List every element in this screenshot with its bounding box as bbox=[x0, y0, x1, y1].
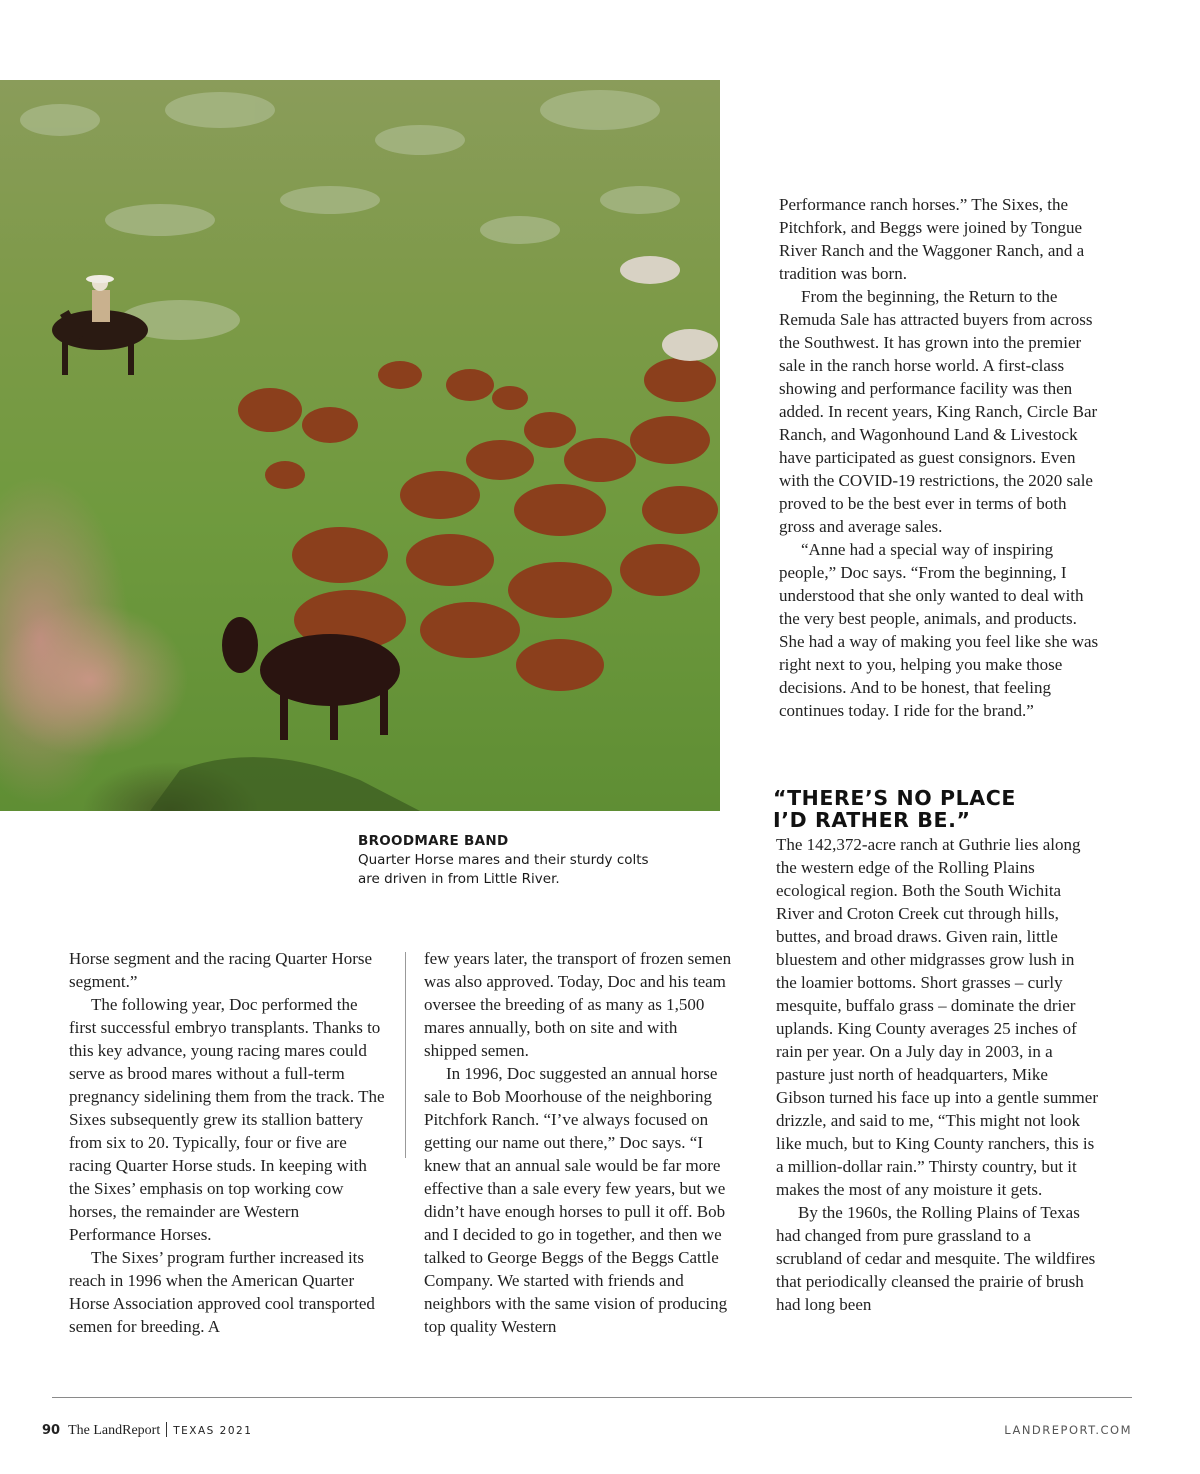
paragraph: Performance ranch horses.” The Sixes, the Pitchfork, and Beggs were joined by Tongue River Ranch and the Waggoner Ranch, and a tradition was born. bbox=[779, 195, 1085, 283]
paragraph: By the 1960s, the Rolling Plains of Texas had changed from pure grassland to a scrubland of cedar and mesquite. The wildfires that periodically cleansed the prairie of brush had long been bbox=[776, 1203, 1096, 1314]
photo-illustration bbox=[0, 80, 720, 811]
issue-label: TEXAS 2021 bbox=[173, 1425, 253, 1437]
caption-title: BROODMARE BAND bbox=[358, 833, 509, 849]
magazine-brand: The LandReport bbox=[68, 1423, 161, 1438]
section-subhead bbox=[773, 787, 1103, 831]
paragraph: The following year, Doc performed the first successful embryo transplants. Thanks to this key advance, young racing mares could serve as brood mares without a full-term pregnancy sidelining them from the track. The Sixes subsequently grew its stallion battery from six to 20. Typically, four or five are racing Quarter Horse studs. In keeping with the Sixes’ emphasis on top working cow horses, the remainder are Western Performance Horses. bbox=[69, 995, 385, 1244]
paragraph: The 142,372-acre ranch at Guthrie lies along the western edge of the Rolling Plains ecological region. Both the South Wichita River and Croton Creek cut through hills, buttes, and broad draws. Given rain, little bluestem and other midgrasses grow lush in the loamier bottoms. Short grasses – curly mesquite, buffalo grass – dominate the drier uplands. King County averages 25 inches of rain per year. On a July day in 2003, in a pasture just north of headquarters, Mike Gibson turned his face up into a gentle summer drizzle, and said to me, “This might not look like much, but to King County ranchers, this is a million-dollar rain.” Thirsty country, but it makes the most of any moisture it gets. bbox=[776, 835, 1098, 1199]
footer-left bbox=[42, 1422, 252, 1439]
paragraph: In 1996, Doc suggested an annual horse sale to Bob Moorhouse of the neighboring Pitchfork Ranch. “I’ve always focused on getting our name out there,” Doc says. “I knew that an annual sale would be far more effective than a sale every few years, but we didn’t have enough horses to pull it off. Bob and I decided to go in together, and then we talked to George Beggs of the Beggs Cattle Company. We started with friends and neighbors with the same vision of producing top quality Western bbox=[424, 1064, 728, 1336]
subhead-line-2: I’D RATHER BE.” bbox=[773, 808, 971, 832]
footer-rule bbox=[52, 1397, 1132, 1398]
paragraph: The Sixes’ program further increased its reach in 1996 when the American Quarter Horse Association approved cool transported semen for breeding. A bbox=[69, 1248, 375, 1336]
page-number: 90 bbox=[42, 1423, 61, 1438]
column-divider bbox=[405, 952, 406, 1158]
photo-caption bbox=[358, 832, 678, 889]
horse-herd-photo bbox=[0, 80, 720, 811]
paragraph: Horse segment and the racing Quarter Horse segment.” bbox=[69, 949, 373, 991]
column-3-top bbox=[779, 193, 1099, 722]
column-2 bbox=[424, 947, 734, 1338]
paragraph: “Anne had a special way of inspiring people,” Doc says. “From the beginning, I understood that she only wanted to deal with the very best people, animals, and products. She had a way of making you feel like she was right next to you, helping you make those decisions. And to be honest, that feeling continues today. I ride for the brand.” bbox=[779, 540, 1099, 720]
paragraph: From the beginning, the Return to the Remuda Sale has attracted buyers from across the Southwest. It has grown into the premier sale in the ranch horse world. A first-class showing and performance facility was then added. In recent years, King Ranch, Circle Bar Ranch, and Wagonhound Land & Livestock have participated as guest consignors. Even with the COVID-19 restrictions, the 2020 sale proved to be the best ever in terms of both gross and average sales. bbox=[779, 287, 1098, 536]
column-3-bottom bbox=[776, 833, 1098, 1316]
column-1 bbox=[69, 947, 387, 1338]
subhead-line-1: “THERE’S NO PLACE bbox=[773, 786, 1017, 810]
paragraph: few years later, the transport of frozen semen was also approved. Today, Doc and his team oversee the breeding of as many as 1,500 mares annually, both on site and with shipped semen. bbox=[424, 949, 732, 1060]
caption-line-2: are driven in from Little River. bbox=[358, 871, 560, 887]
website-url: LANDREPORT.COM bbox=[1004, 1423, 1132, 1437]
caption-line-1: Quarter Horse mares and their sturdy colts bbox=[358, 852, 649, 868]
footer-separator bbox=[166, 1422, 167, 1437]
